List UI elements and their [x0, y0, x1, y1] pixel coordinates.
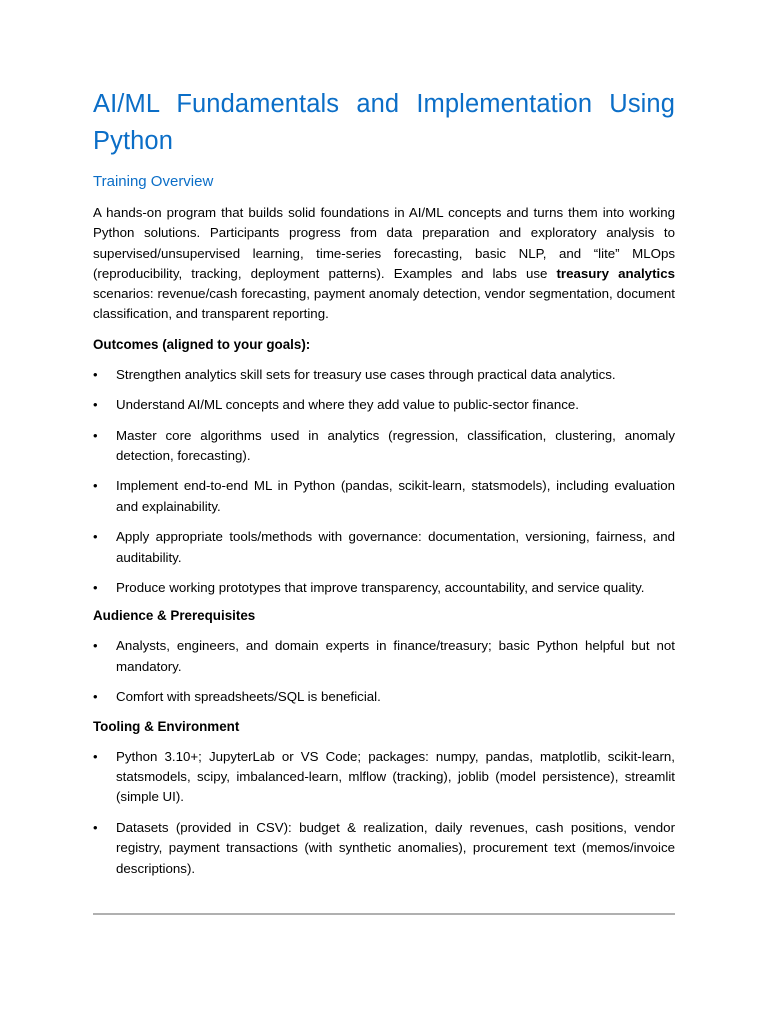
overview-bold-term: treasury analytics — [556, 265, 675, 281]
overview-text-start: A hands-on program that builds solid foundations in AI/ML concepts and turns them into working Python solutions. Participants progress from data preparation and exploratory analysis to supervised/unsupervised learning, time-series forecasting, basic NLP, and “lite” MLOps (reproducibility, tracking, deployment patterns). Examples and labs use — [93, 205, 675, 281]
outcomes-list — [93, 365, 675, 599]
bullet-icon: • — [93, 580, 98, 596]
list-item — [93, 636, 675, 677]
list-item-text: Python 3.10+; JupyterLab or VS Code; packages: numpy, pandas, matplotlib, scikit-learn, statsmodels, scipy, imbalanced-learn, mlflow (tracking), joblib (model persistence), streamlit (simple UI). — [116, 748, 675, 805]
list-item — [93, 527, 675, 568]
list-item — [93, 365, 675, 385]
document-page — [93, 86, 675, 879]
list-item-text: Datasets (provided in CSV): budget & realization, daily revenues, cash positions, vendor registry, payment transactions (with synthetic anomalies), procurement text (memos/invoice descriptions). — [116, 819, 675, 876]
bullet-icon: • — [93, 478, 98, 494]
list-item — [93, 687, 675, 707]
list-item-text: Understand AI/ML concepts and where they add value to public-sector finance. — [116, 397, 579, 413]
bullet-icon: • — [93, 819, 98, 835]
list-item — [93, 578, 675, 598]
document-title: AI/ML Fundamentals and Implementation Using Python — [93, 90, 675, 155]
list-item-text: Apply appropriate tools/methods with governance: documentation, versioning, fairness, and auditability. — [116, 529, 675, 565]
bullet-icon: • — [93, 748, 98, 764]
overview-heading: Training Overview — [93, 173, 214, 190]
list-item — [93, 395, 675, 415]
list-item — [93, 818, 675, 879]
bullet-icon: • — [93, 689, 98, 705]
list-item — [93, 426, 675, 467]
audience-list — [93, 636, 675, 707]
horizontal-divider — [93, 913, 675, 915]
list-item-text: Master core algorithms used in analytics (regression, classification, clustering, anomaly detection, forecasting). — [116, 427, 675, 463]
list-item-text: Implement end-to-end ML in Python (pandas, scikit-learn, statsmodels), including evaluation and explainability. — [116, 478, 675, 514]
overview-text-end: scenarios: revenue/cash forecasting, payment anomaly detection, vendor segmentation, document classification, and transparent reporting. — [93, 286, 675, 322]
bullet-icon: • — [93, 529, 98, 545]
audience-heading: Audience & Prerequisites — [93, 608, 256, 624]
overview-paragraph — [93, 203, 675, 325]
list-item — [93, 747, 675, 808]
bullet-icon: • — [93, 397, 98, 413]
list-item-text: Strengthen analytics skill sets for treasury use cases through practical data analytics. — [116, 366, 616, 382]
tooling-list — [93, 747, 675, 879]
list-item-text: Comfort with spreadsheets/SQL is beneficial. — [116, 689, 381, 705]
list-item — [93, 476, 675, 517]
bullet-icon: • — [93, 427, 98, 443]
tooling-heading: Tooling & Environment — [93, 718, 240, 734]
bullet-icon: • — [93, 638, 98, 654]
list-item-text: Produce working prototypes that improve transparency, accountability, and service quality. — [116, 580, 645, 596]
bullet-icon: • — [93, 366, 98, 382]
outcomes-heading: Outcomes (aligned to your goals): — [93, 336, 311, 352]
list-item-text: Analysts, engineers, and domain experts in finance/treasury; basic Python helpful but not mandatory. — [116, 638, 675, 674]
